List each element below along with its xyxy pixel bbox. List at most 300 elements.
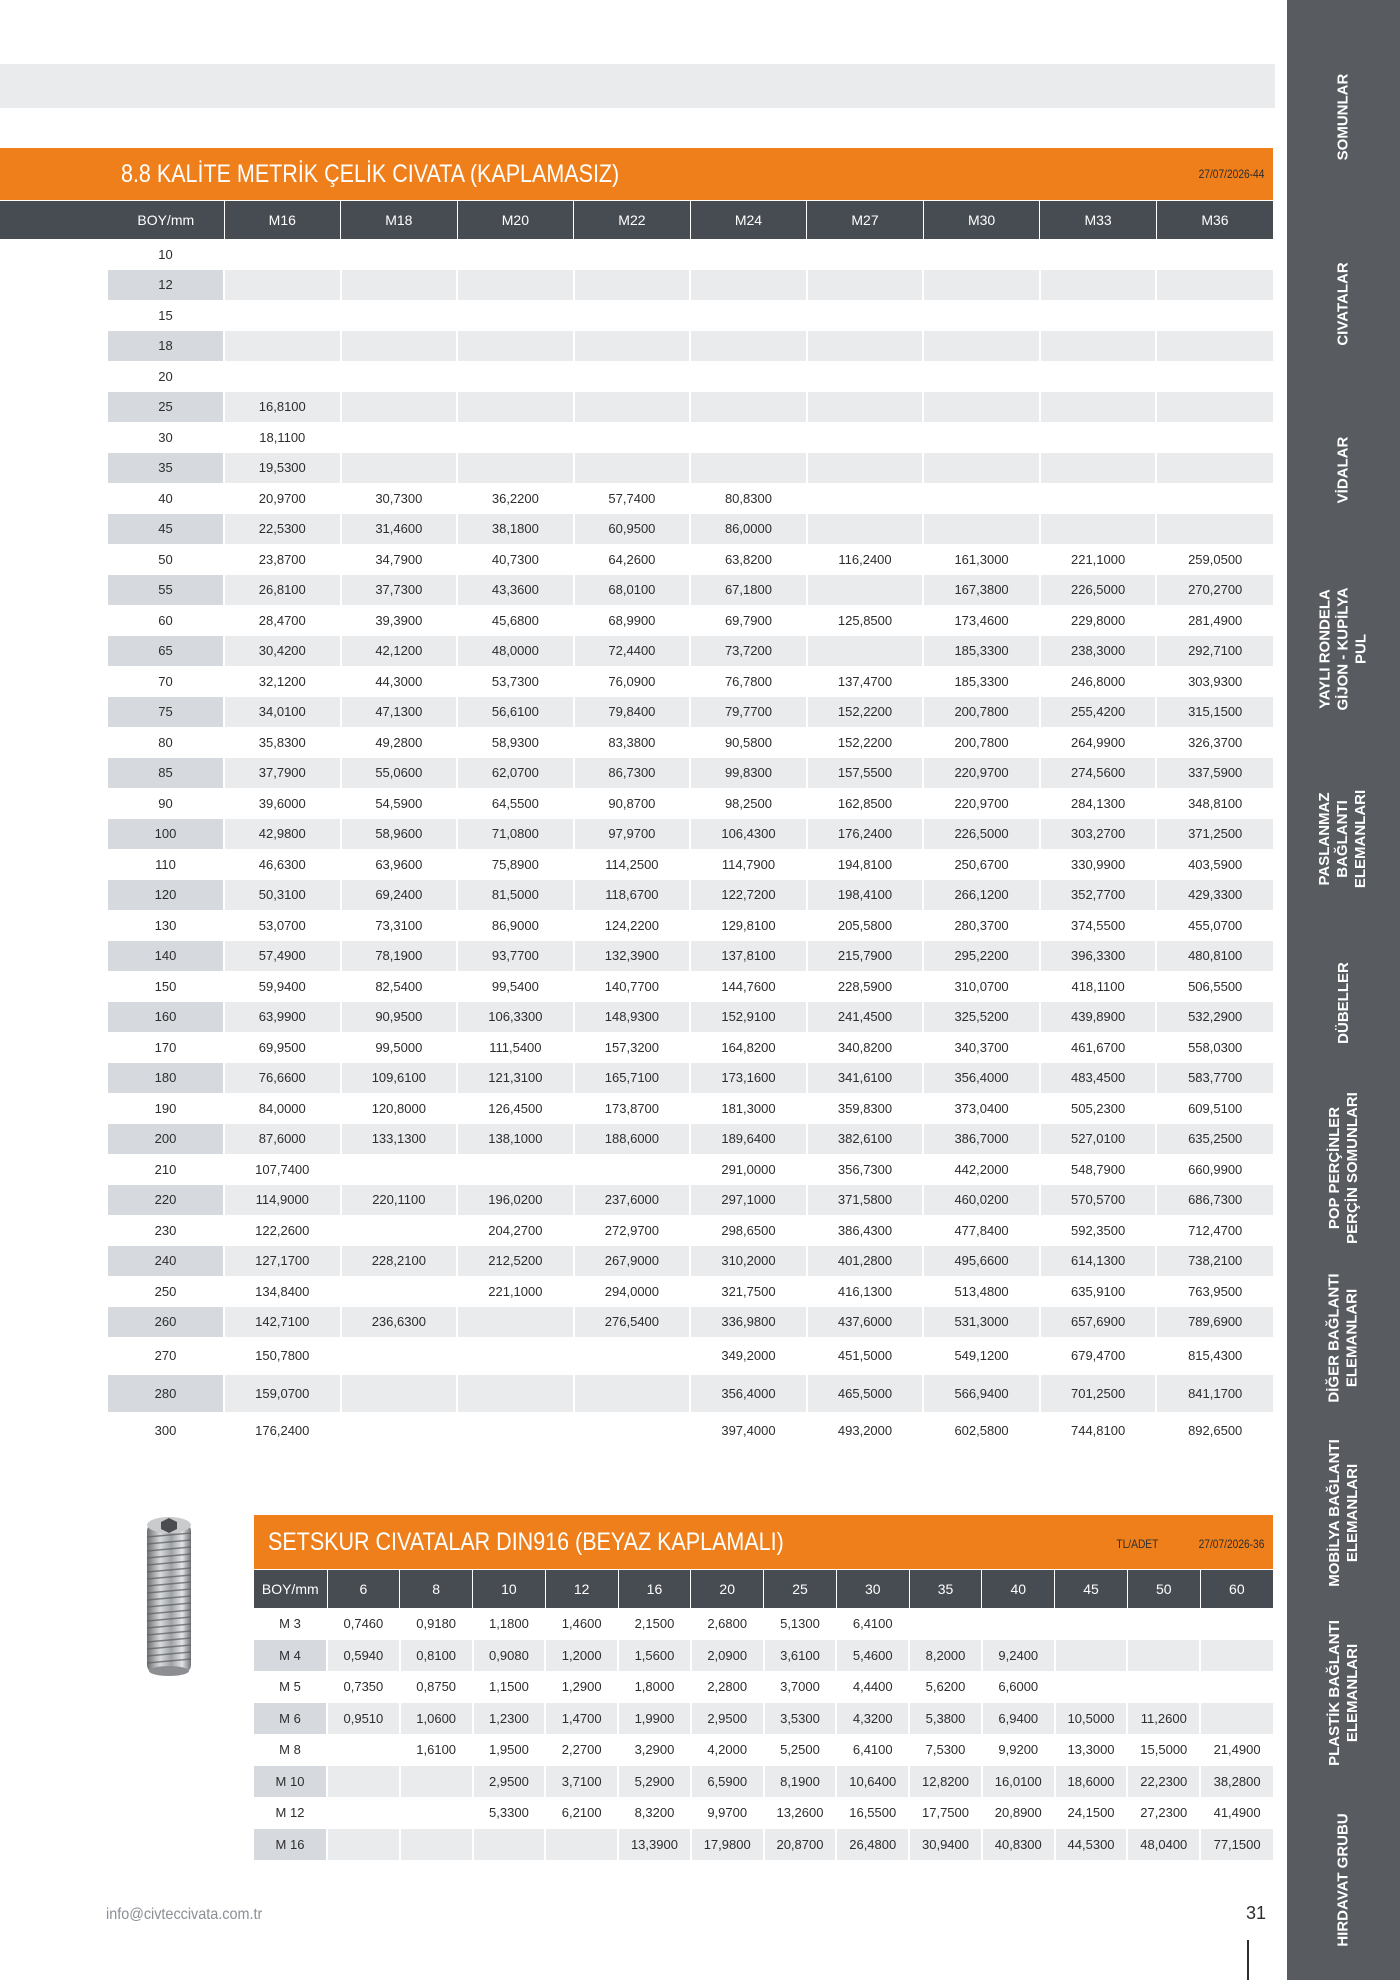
price-cell: 68,0100	[574, 575, 691, 606]
price-cell	[923, 483, 1040, 514]
row-size-cell: M 5	[279, 1679, 301, 1695]
price-cell: 68,9900	[574, 605, 691, 636]
price-cell	[1156, 239, 1273, 270]
price-cell: 477,8400	[923, 1215, 1040, 1246]
price-cell: 99,5400	[457, 971, 574, 1002]
price-cell: 24,1500	[1055, 1797, 1128, 1829]
price-cell: 27,2300	[1127, 1797, 1200, 1829]
price-cell: 44,5300	[1055, 1829, 1128, 1861]
table-row	[254, 1703, 1273, 1735]
price-cell: 84,0000	[224, 1093, 341, 1124]
price-cell: 196,0200	[457, 1185, 574, 1216]
price-cell: 157,3200	[574, 1032, 691, 1063]
price-cell	[1156, 300, 1273, 331]
price-cell: 21,4900	[1200, 1734, 1273, 1766]
price-cell: 11,2600	[1127, 1703, 1200, 1735]
price-cell: 152,2200	[807, 697, 924, 728]
price-cell: 134,8400	[224, 1276, 341, 1307]
price-cell: 5,3800	[909, 1703, 982, 1735]
price-cell	[457, 361, 574, 392]
page-divider	[1247, 1940, 1249, 1980]
price-cell: 116,2400	[807, 544, 924, 575]
price-cell: 205,5800	[807, 910, 924, 941]
sidebar-category[interactable]	[1287, 22, 1400, 212]
price-cell: 20,9700	[224, 483, 341, 514]
price-cell: 75,8900	[457, 849, 574, 880]
price-cell	[909, 1608, 982, 1640]
column-header: M36	[1156, 201, 1273, 239]
price-cell: 44,3000	[341, 666, 458, 697]
price-cell: 1,2900	[545, 1671, 618, 1703]
table-row	[254, 1608, 1273, 1640]
price-cell	[457, 1337, 574, 1375]
sidebar-category-label: HIRDAVAT GRUBU	[1334, 1813, 1352, 1947]
price-cell	[807, 392, 924, 423]
sidebar-category-label: MOBİLYA BAĞLANTI ELEMANLARI	[1325, 1438, 1361, 1587]
sidebar-category-label: SOMUNLAR	[1334, 73, 1352, 161]
column-header: 8	[400, 1570, 473, 1608]
price-cell: 3,6100	[764, 1640, 837, 1672]
price-cell: 9,9700	[691, 1797, 764, 1829]
price-cell: 276,5400	[574, 1307, 691, 1338]
price-cell	[341, 300, 458, 331]
price-cell: 97,9700	[574, 819, 691, 850]
price-cell	[690, 300, 807, 331]
price-cell: 566,9400	[923, 1375, 1040, 1413]
price-cell	[341, 1215, 458, 1246]
section1-header-bar-extension	[0, 201, 108, 239]
price-cell: 17,7500	[909, 1797, 982, 1829]
price-cell	[807, 483, 924, 514]
price-cell	[457, 422, 574, 453]
price-cell: 461,6700	[1040, 1032, 1157, 1063]
price-cell: 356,4000	[923, 1063, 1040, 1094]
price-cell: 8,3200	[618, 1797, 691, 1829]
column-header: 30	[836, 1570, 909, 1608]
price-cell: 0,9180	[400, 1608, 473, 1640]
price-cell: 58,9600	[341, 819, 458, 850]
price-cell: 60,9500	[574, 514, 691, 545]
price-cell: 5,6200	[909, 1671, 982, 1703]
price-cell: 744,8100	[1040, 1412, 1157, 1450]
row-size-cell: 85	[108, 758, 224, 789]
price-cell: 22,5300	[224, 514, 341, 545]
price-cell: 325,5200	[923, 1002, 1040, 1033]
price-cell: 16,5500	[836, 1797, 909, 1829]
price-cell	[1040, 239, 1157, 270]
table-row	[108, 1154, 1273, 1185]
price-cell: 291,0000	[690, 1154, 807, 1185]
price-cell	[807, 270, 924, 301]
row-size-cell: 260	[108, 1307, 224, 1338]
price-cell: 109,6100	[341, 1063, 458, 1094]
price-cell: 20,8700	[764, 1829, 837, 1861]
price-cell: 40,8300	[982, 1829, 1055, 1861]
sidebar-category[interactable]	[1287, 1780, 1400, 1980]
table-row	[108, 1412, 1273, 1450]
row-size-cell: 270	[154, 1348, 177, 1364]
price-cell: 121,3100	[457, 1063, 574, 1094]
table-row	[108, 636, 1273, 667]
price-cell: 220,9700	[923, 758, 1040, 789]
price-cell	[574, 392, 691, 423]
price-cell: 48,0000	[457, 636, 574, 667]
column-header: 12	[545, 1570, 618, 1608]
sidebar-category[interactable]	[1287, 1255, 1400, 1420]
price-cell	[457, 1375, 574, 1413]
price-cell: 8,2000	[909, 1640, 982, 1672]
row-size-cell: 18	[108, 331, 224, 362]
price-cell: 22,2300	[1127, 1766, 1200, 1798]
price-cell	[574, 1337, 691, 1375]
price-cell: 56,6100	[457, 697, 574, 728]
price-cell: 386,7000	[923, 1124, 1040, 1155]
price-cell: 86,7300	[574, 758, 691, 789]
price-cell: 30,7300	[341, 483, 458, 514]
price-cell: 6,5900	[691, 1766, 764, 1798]
price-cell: 144,7600	[690, 971, 807, 1002]
price-cell: 26,4800	[836, 1829, 909, 1861]
row-size-cell: 150	[154, 978, 177, 994]
price-cell	[341, 392, 458, 423]
price-cell: 164,8200	[690, 1032, 807, 1063]
price-cell: 57,4900	[224, 941, 341, 972]
price-cell: 220,9700	[923, 788, 1040, 819]
row-size-cell: 220	[108, 1185, 224, 1216]
price-cell	[690, 239, 807, 270]
price-cell	[341, 422, 458, 453]
price-cell: 1,4700	[545, 1703, 618, 1735]
price-cell: 32,1200	[224, 666, 341, 697]
sidebar-category[interactable]	[1287, 545, 1400, 752]
table-row	[108, 910, 1273, 941]
table-row	[254, 1766, 1273, 1798]
price-cell: 31,4600	[341, 514, 458, 545]
table-row	[254, 1671, 1273, 1703]
price-cell: 16,0100	[982, 1766, 1055, 1798]
price-cell	[923, 392, 1040, 423]
price-cell: 59,9400	[224, 971, 341, 1002]
price-cell: 371,2500	[1156, 819, 1273, 850]
price-cell: 292,7100	[1156, 636, 1273, 667]
row-size-cell: 90	[158, 795, 173, 811]
price-cell: 79,8400	[574, 697, 691, 728]
price-cell: 221,1000	[1040, 544, 1157, 575]
table-row	[108, 422, 1273, 453]
table-row	[108, 666, 1273, 697]
price-cell: 114,2500	[574, 849, 691, 880]
price-cell: 188,6000	[574, 1124, 691, 1155]
price-cell	[923, 422, 1040, 453]
price-cell: 614,1300	[1040, 1246, 1157, 1277]
price-cell: 37,7900	[224, 758, 341, 789]
row-size-cell: 20	[158, 368, 173, 384]
section1-code: 27/07/2026-44	[1198, 167, 1264, 181]
price-cell: 76,6600	[224, 1063, 341, 1094]
table-row	[108, 1337, 1273, 1375]
price-cell: 120,8000	[341, 1093, 458, 1124]
sidebar-category[interactable]	[1287, 1605, 1400, 1780]
price-cell	[690, 453, 807, 484]
row-size-cell: 110	[155, 856, 176, 872]
price-cell: 129,8100	[690, 910, 807, 941]
price-cell: 18,1100	[224, 422, 341, 453]
price-cell: 558,0300	[1156, 1032, 1273, 1063]
price-cell: 13,3000	[1055, 1734, 1128, 1766]
price-cell: 6,6000	[982, 1671, 1055, 1703]
price-cell	[400, 1829, 473, 1861]
price-cell	[923, 300, 1040, 331]
sidebar-category-label: CIVATALAR	[1334, 261, 1352, 346]
price-cell	[690, 422, 807, 453]
price-cell: 45,6800	[457, 605, 574, 636]
price-cell: 221,1000	[457, 1276, 574, 1307]
price-cell: 212,5200	[457, 1246, 574, 1277]
row-size-cell: 15	[158, 307, 173, 323]
price-cell: 40,7300	[457, 544, 574, 575]
price-cell: 173,8700	[574, 1093, 691, 1124]
price-cell	[574, 331, 691, 362]
sidebar-category-label: PASLANMAZ BAĞLANTI ELEMANLARI	[1316, 789, 1370, 888]
section1-price-table	[108, 201, 1273, 1450]
price-cell: 303,9300	[1156, 666, 1273, 697]
price-cell: 114,9000	[224, 1185, 341, 1216]
price-cell	[1127, 1608, 1200, 1640]
price-cell: 12,8200	[909, 1766, 982, 1798]
price-cell	[341, 1154, 458, 1185]
table-row	[108, 819, 1273, 850]
price-cell: 483,4500	[1040, 1063, 1157, 1094]
column-header: 45	[1055, 1570, 1128, 1608]
price-cell	[807, 636, 924, 667]
price-cell: 64,2600	[574, 544, 691, 575]
price-cell: 152,2200	[807, 727, 924, 758]
row-size-cell: M 3	[279, 1616, 301, 1632]
price-cell: 236,6300	[341, 1307, 458, 1338]
price-cell: 349,2000	[690, 1337, 807, 1375]
price-cell: 90,5800	[690, 727, 807, 758]
price-cell: 133,1300	[341, 1124, 458, 1155]
price-cell: 531,3000	[923, 1307, 1040, 1338]
price-cell	[224, 300, 341, 331]
sidebar-category[interactable]	[1287, 752, 1400, 925]
price-cell: 69,2400	[341, 880, 458, 911]
price-cell	[327, 1829, 400, 1861]
price-cell: 274,5600	[1040, 758, 1157, 789]
price-cell	[923, 514, 1040, 545]
price-cell: 238,3000	[1040, 636, 1157, 667]
price-cell	[473, 1829, 546, 1861]
price-cell: 513,4800	[923, 1276, 1040, 1307]
price-cell: 20,8900	[982, 1797, 1055, 1829]
price-cell: 0,5940	[327, 1640, 400, 1672]
row-size-cell: 240	[108, 1246, 224, 1277]
table-row	[108, 849, 1273, 880]
price-cell: 418,1100	[1040, 971, 1157, 1002]
row-size-cell: 300	[154, 1423, 177, 1439]
price-cell	[807, 300, 924, 331]
price-cell: 841,1700	[1156, 1375, 1273, 1413]
price-cell: 549,1200	[923, 1337, 1040, 1375]
price-cell: 6,4100	[836, 1608, 909, 1640]
sidebar-category[interactable]	[1287, 1080, 1400, 1255]
section2-title: SETSKUR CIVATALAR DIN916 (BEYAZ KAPLAMALI)	[268, 1528, 784, 1556]
price-cell: 712,4700	[1156, 1215, 1273, 1246]
price-cell	[341, 270, 458, 301]
price-cell: 4,2000	[691, 1734, 764, 1766]
sidebar-category[interactable]	[1287, 212, 1400, 395]
price-cell: 162,8500	[807, 788, 924, 819]
price-cell: 62,0700	[457, 758, 574, 789]
price-cell	[341, 1337, 458, 1375]
price-cell: 3,7100	[545, 1766, 618, 1798]
sidebar-category[interactable]	[1287, 1420, 1400, 1605]
price-cell: 2,2700	[545, 1734, 618, 1766]
price-cell: 30,4200	[224, 636, 341, 667]
price-cell: 348,8100	[1156, 788, 1273, 819]
price-cell	[224, 361, 341, 392]
row-size-cell: 120	[108, 880, 224, 911]
price-cell: 460,0200	[923, 1185, 1040, 1216]
price-cell: 58,9300	[457, 727, 574, 758]
price-cell: 259,0500	[1156, 544, 1273, 575]
price-cell: 401,2800	[807, 1246, 924, 1277]
price-cell	[923, 361, 1040, 392]
price-cell	[341, 361, 458, 392]
footer-email[interactable]: info@civteccivata.com.tr	[106, 1906, 263, 1923]
price-cell	[690, 270, 807, 301]
price-cell: 266,1200	[923, 880, 1040, 911]
price-cell: 215,7900	[807, 941, 924, 972]
price-cell: 118,6700	[574, 880, 691, 911]
sidebar-category[interactable]	[1287, 395, 1400, 545]
row-size-cell: 140	[108, 941, 224, 972]
price-cell: 55,0600	[341, 758, 458, 789]
price-cell	[457, 239, 574, 270]
price-cell: 165,7100	[574, 1063, 691, 1094]
price-cell	[545, 1829, 618, 1861]
row-size-cell: 55	[108, 575, 224, 606]
row-size-cell: 35	[108, 453, 224, 484]
price-cell: 738,2100	[1156, 1246, 1273, 1277]
price-cell: 455,0700	[1156, 910, 1273, 941]
table-row	[108, 300, 1273, 331]
price-cell: 176,2400	[224, 1412, 341, 1450]
price-cell: 635,9100	[1040, 1276, 1157, 1307]
price-cell: 5,2900	[618, 1766, 691, 1798]
price-cell: 493,2000	[807, 1412, 924, 1450]
price-cell	[341, 453, 458, 484]
price-cell: 532,2900	[1156, 1002, 1273, 1033]
price-cell: 241,4500	[807, 1002, 924, 1033]
price-cell: 660,9900	[1156, 1154, 1273, 1185]
price-cell: 1,5600	[618, 1640, 691, 1672]
column-header: M24	[690, 201, 807, 239]
table-header-row	[108, 201, 1273, 239]
price-cell: 5,3300	[473, 1797, 546, 1829]
table-row	[108, 514, 1273, 545]
price-cell: 176,2400	[807, 819, 924, 850]
price-cell: 295,2200	[923, 941, 1040, 972]
price-cell: 0,8750	[400, 1671, 473, 1703]
price-cell: 98,2500	[690, 788, 807, 819]
price-cell: 69,7900	[690, 605, 807, 636]
price-cell: 39,3900	[341, 605, 458, 636]
price-cell: 64,5500	[457, 788, 574, 819]
price-cell	[1156, 331, 1273, 362]
table-row	[254, 1640, 1273, 1672]
price-cell: 403,5900	[1156, 849, 1273, 880]
column-header: 20	[691, 1570, 764, 1608]
price-cell: 132,3900	[574, 941, 691, 972]
price-cell	[1156, 483, 1273, 514]
price-cell: 340,8200	[807, 1032, 924, 1063]
price-cell	[400, 1797, 473, 1829]
price-cell	[807, 514, 924, 545]
price-cell: 124,2200	[574, 910, 691, 941]
price-cell	[224, 270, 341, 301]
column-header: M30	[923, 201, 1040, 239]
price-cell	[1040, 300, 1157, 331]
price-cell: 326,3700	[1156, 727, 1273, 758]
row-size-cell: M 10	[254, 1766, 327, 1798]
table-row	[108, 941, 1273, 972]
price-cell: 167,3800	[923, 575, 1040, 606]
price-cell: 609,5100	[1156, 1093, 1273, 1124]
price-cell	[574, 453, 691, 484]
table-row	[108, 727, 1273, 758]
price-cell	[224, 331, 341, 362]
price-cell: 570,5700	[1040, 1185, 1157, 1216]
section2-unit: TL/ADET	[1116, 1537, 1158, 1551]
section1-header	[0, 148, 1273, 200]
column-header: M16	[224, 201, 341, 239]
price-cell: 13,3900	[618, 1829, 691, 1861]
sidebar-category-label: YAYLI RONDELA GİJON - KUPİLYA PUL	[1316, 586, 1370, 711]
price-cell: 602,5800	[923, 1412, 1040, 1450]
price-cell: 106,4300	[690, 819, 807, 850]
sidebar-category[interactable]	[1287, 925, 1400, 1080]
sidebar-category-label: VİDALAR	[1334, 436, 1352, 504]
price-cell: 437,6000	[807, 1307, 924, 1338]
table-row	[108, 1002, 1273, 1033]
price-cell: 2,9500	[691, 1703, 764, 1735]
price-cell: 2,0900	[691, 1640, 764, 1672]
price-cell: 0,9510	[327, 1703, 400, 1735]
price-cell: 37,7300	[341, 575, 458, 606]
table-row	[108, 971, 1273, 1002]
table-row	[108, 575, 1273, 606]
price-cell: 140,7700	[574, 971, 691, 1002]
price-cell: 1,8000	[618, 1671, 691, 1703]
sidebar-category-label: DİĞER BAĞLANTI ELEMANLARI	[1325, 1272, 1361, 1403]
table-row	[108, 331, 1273, 362]
price-cell	[923, 270, 1040, 301]
price-cell	[1156, 514, 1273, 545]
price-cell: 5,2500	[764, 1734, 837, 1766]
price-cell: 341,6100	[807, 1063, 924, 1094]
price-cell	[1156, 453, 1273, 484]
price-cell: 80,8300	[690, 483, 807, 514]
price-cell: 0,7460	[327, 1608, 400, 1640]
price-cell: 356,4000	[690, 1375, 807, 1413]
price-cell	[923, 239, 1040, 270]
price-cell: 200,7800	[923, 727, 1040, 758]
price-cell	[327, 1797, 400, 1829]
row-size-cell: 210	[154, 1161, 177, 1177]
price-cell: 310,0700	[923, 971, 1040, 1002]
table-row	[108, 880, 1273, 911]
